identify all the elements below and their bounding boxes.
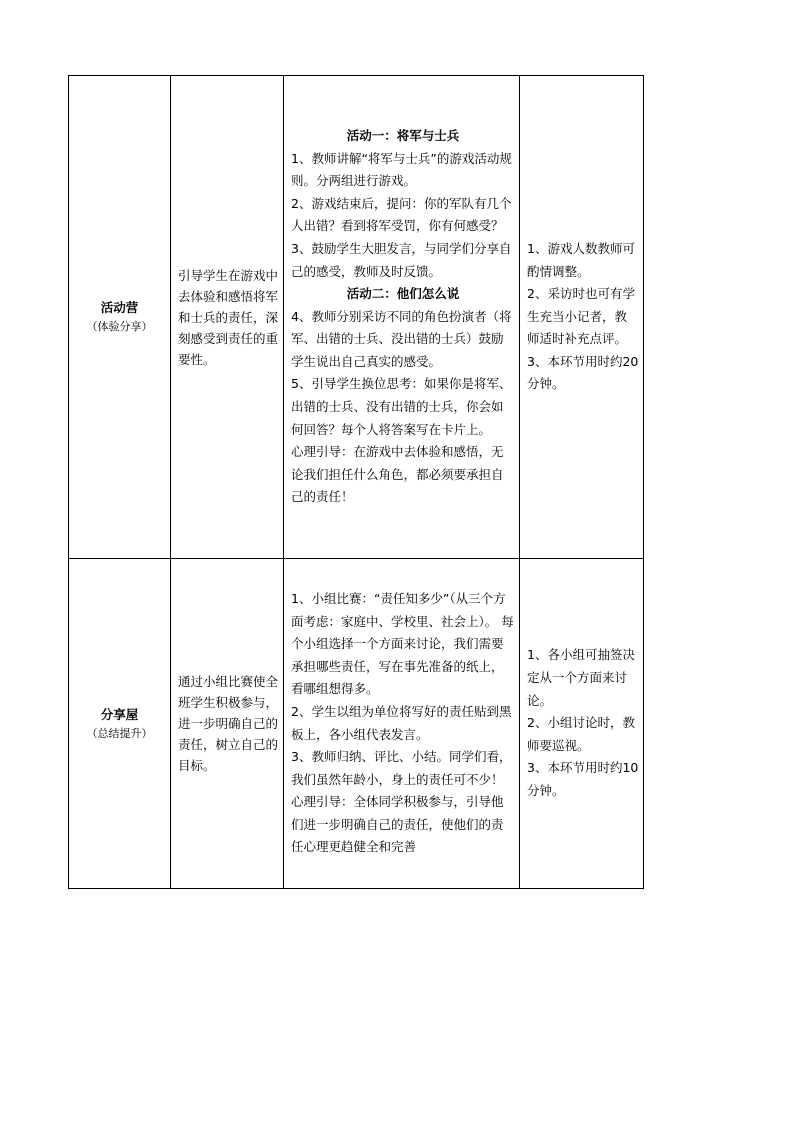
goal-text: 通过小组比赛使全班学生积极参与，进一步明确自己的责任，树立自己的目标。 [178, 674, 279, 773]
activity-heading: 活动二：他们怎么说 [346, 286, 460, 302]
note-item: 3、本环节用时约20分钟。 [527, 353, 639, 392]
step-item: 3、教师归纳、评比、小结。同学们看，我们虽然年龄小，身上的责任可不少！ [291, 749, 512, 787]
lesson-plan-table [68, 75, 644, 889]
stage-cell [69, 76, 171, 559]
table-row [69, 76, 644, 559]
note-item: 2、采访时也可有学生充当小记者，教师适时补充点评。 [527, 286, 635, 347]
note-item: 1、各小组可抽签决定从一个方面来讨论。 [527, 647, 635, 708]
goal-text: 引导学生在游戏中去体验和感悟将军和士兵的责任，深刻感受到责任的重要性。 [178, 267, 279, 367]
note-item: 2、小组讨论时，教师要巡视。 [527, 715, 635, 753]
guidance-text: 心理引导：在游戏中去体验和感悟，无论我们担任什么角色，都必须要承担自己的责任！ [291, 444, 504, 505]
notes-list [520, 644, 643, 802]
step-item: 2、游戏结束后，提问：你的军队有几个人出错？看到将军受罚，你有何感受？ [291, 195, 512, 234]
stage-name: 分享屋 [100, 706, 139, 722]
steps-cell [284, 76, 520, 559]
notes-cell [520, 559, 644, 889]
step-item: 5、引导学生换位思考：如果你是将军、出错的士兵、没有出错的士兵，你会如何回答？每个人将答案写在卡片上。 [291, 376, 512, 437]
stage-cell [69, 559, 171, 889]
step-item: 1、教师讲解“将军与士兵”的游戏活动规则。分两组进行游戏。 [291, 150, 512, 189]
note-item: 1、游戏人数教师可酌情调整。 [527, 240, 635, 279]
steps-cell [284, 559, 520, 889]
stage-subtitle: （体验分享） [86, 320, 153, 333]
goal-cell [171, 76, 284, 559]
note-item: 3、本环节用时约10分钟。 [527, 760, 639, 798]
notes-list [520, 238, 643, 396]
activity-heading: 活动一：将军与士兵 [346, 127, 460, 143]
step-item: 4、教师分别采访不同的角色扮演者（将军、出错的士兵、没出错的士兵）鼓励学生说出自己真实的感受。 [291, 308, 512, 369]
guidance-text: 心理引导：全体同学积极参与，引导他们进一步明确自己的责任，使他们的责任心理更趋健全和完善 [291, 794, 504, 855]
step-item: 3、鼓励学生大胆发言，与同学们分享自己的感受，教师及时反馈。 [291, 240, 512, 279]
table-row [69, 559, 644, 889]
notes-cell [520, 76, 644, 559]
goal-cell [171, 559, 284, 889]
steps-list [284, 125, 519, 509]
step-item: 2、学生以组为单位将写好的责任贴到黑板上，各小组代表发言。 [291, 703, 512, 742]
step-item: 1、小组比赛：“责任知多少”（从三个方面考虑：家庭中、学校里、社会上）。 每个小组选择一个方面来讨论，我们需要承担哪些责任，写在事先准备的纸上，看哪组想得多。 [291, 590, 514, 697]
stage-subtitle: （总结提升） [86, 726, 153, 740]
stage-name: 活动营 [100, 300, 139, 315]
steps-list [284, 588, 519, 859]
